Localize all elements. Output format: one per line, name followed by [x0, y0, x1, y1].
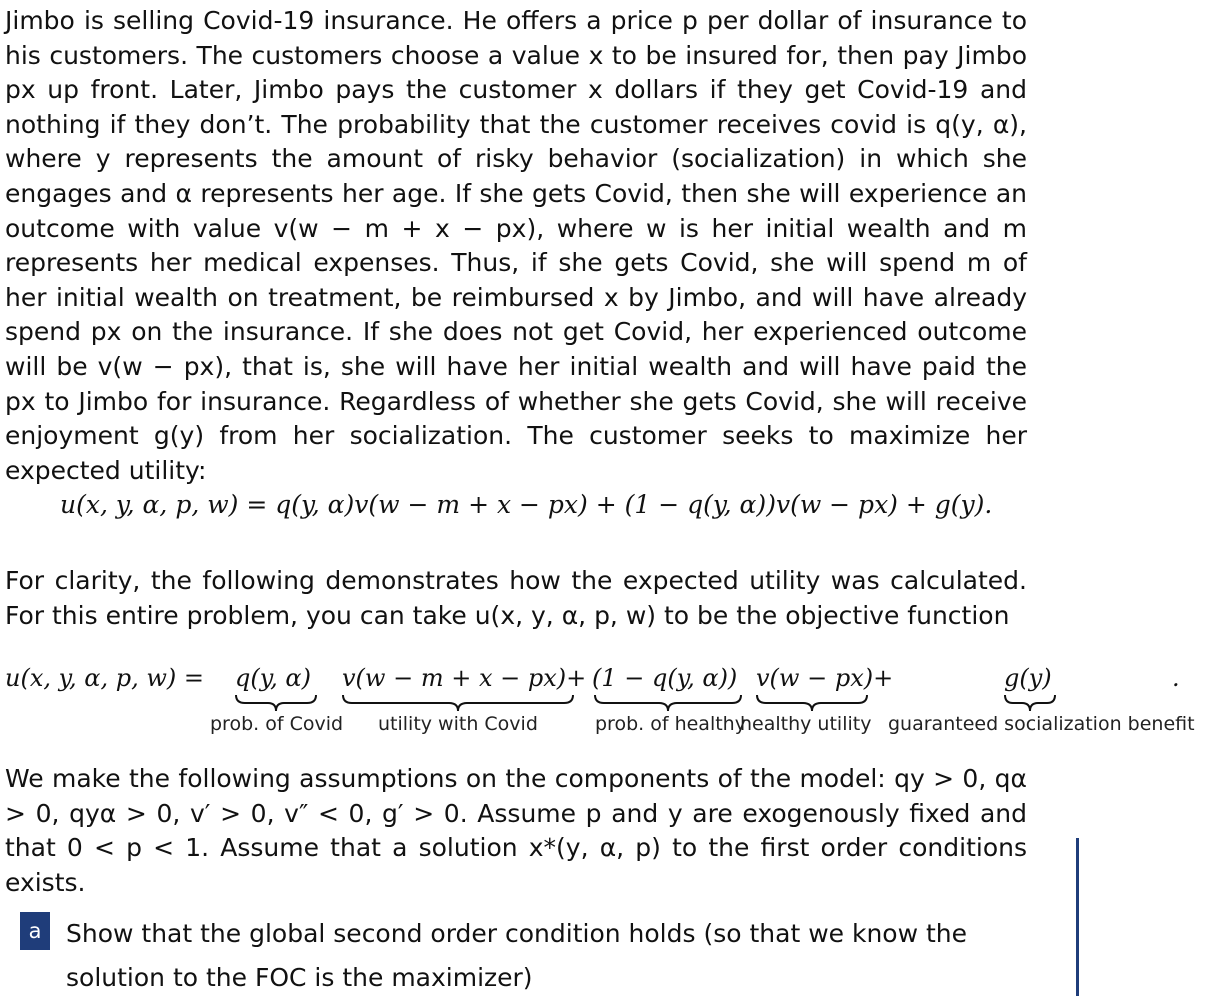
decomp-utility-covid: v(w − m + x − px)+: [342, 664, 587, 692]
decomp-prob-covid: q(y, α): [235, 664, 311, 692]
part-a-badge: a: [20, 912, 50, 950]
underbrace-4: [756, 694, 868, 712]
decomp-period: .: [1172, 664, 1180, 692]
underbrace-1: [235, 694, 317, 712]
label-prob-covid: prob. of Covid: [210, 713, 344, 735]
intro-text: Jimbo is selling Covid-19 insurance. He offers a price p per dollar of insurance to his customers. The customers choose a value x to be insured for, then pay Jimbo px up front. Later, Jimbo pays the customer x dollars if they get Covid-19 and nothing if they don’t. The probability that the customer receives covid is q(y, α), where y represents the amount of risky behavior (socialization) in which she engages and α represents her age. If she gets Covid, then she will experience an outcome with value v(w − m + x − px), where w is her initial wealth and m represents her medical expenses. Thus, if she gets Covid, she will spend m of her initial wealth on treatment, be reimbursed x by Jimbo, and will have already spend px on the insurance. If she does not get Covid, her experienced outcome will be v(w − px), that is, she will have her initial wealth and will have paid the px to Jimbo for insurance. Regardless of whether she gets Covid, she will receive enjoyment g(y) from her socialization. The customer seeks to maximize her expected utility:: [5, 6, 1027, 485]
assumptions-text: We make the following assumptions on the components of the model: qy > 0, qα > 0, qyα > 0, v′ > 0, v″ < 0, g′ > 0. Assume p and y are exogenously fixed and that 0 < p < 1. Assume that a solution x*(y, α, p) to the first order conditions exists.: [5, 764, 1027, 897]
label-prob-healthy: prob. of healthy: [595, 713, 746, 735]
decomp-lhs: u(x, y, α, p, w) =: [5, 664, 204, 692]
part-a-text: Show that the global second order condition holds (so that we know the solution to the FOC is the maximizer): [66, 919, 968, 992]
part-a-question: [66, 912, 1028, 1000]
underbrace-3: [594, 694, 742, 712]
intro-paragraph: [5, 4, 1027, 488]
decomp-prob-healthy: (1 − q(y, α)): [592, 664, 738, 692]
assumptions-paragraph: [5, 762, 1027, 900]
margin-rule: [1076, 838, 1079, 996]
underbrace-5: [1004, 694, 1056, 712]
utility-equation: u(x, y, α, p, w) = q(y, α)v(w − m + x − px) + (1 − q(y, α))v(w − px) + g(y).: [60, 490, 993, 519]
clarity-text: For clarity, the following demonstrates how the expected utility was calculated. For this entire problem, you can take u(x, y, α, p, w) to be the objective function: [5, 566, 1027, 630]
label-healthy-utility: healthy utility: [740, 713, 872, 735]
label-socialization-benefit: guaranteed socialization benefit: [888, 713, 1195, 735]
clarity-paragraph: [5, 564, 1027, 633]
decomp-socialization: g(y): [1004, 664, 1052, 692]
label-utility-covid: utility with Covid: [378, 713, 538, 735]
underbrace-2: [342, 694, 574, 712]
decomp-healthy-utility: v(w − px)+: [756, 664, 894, 692]
